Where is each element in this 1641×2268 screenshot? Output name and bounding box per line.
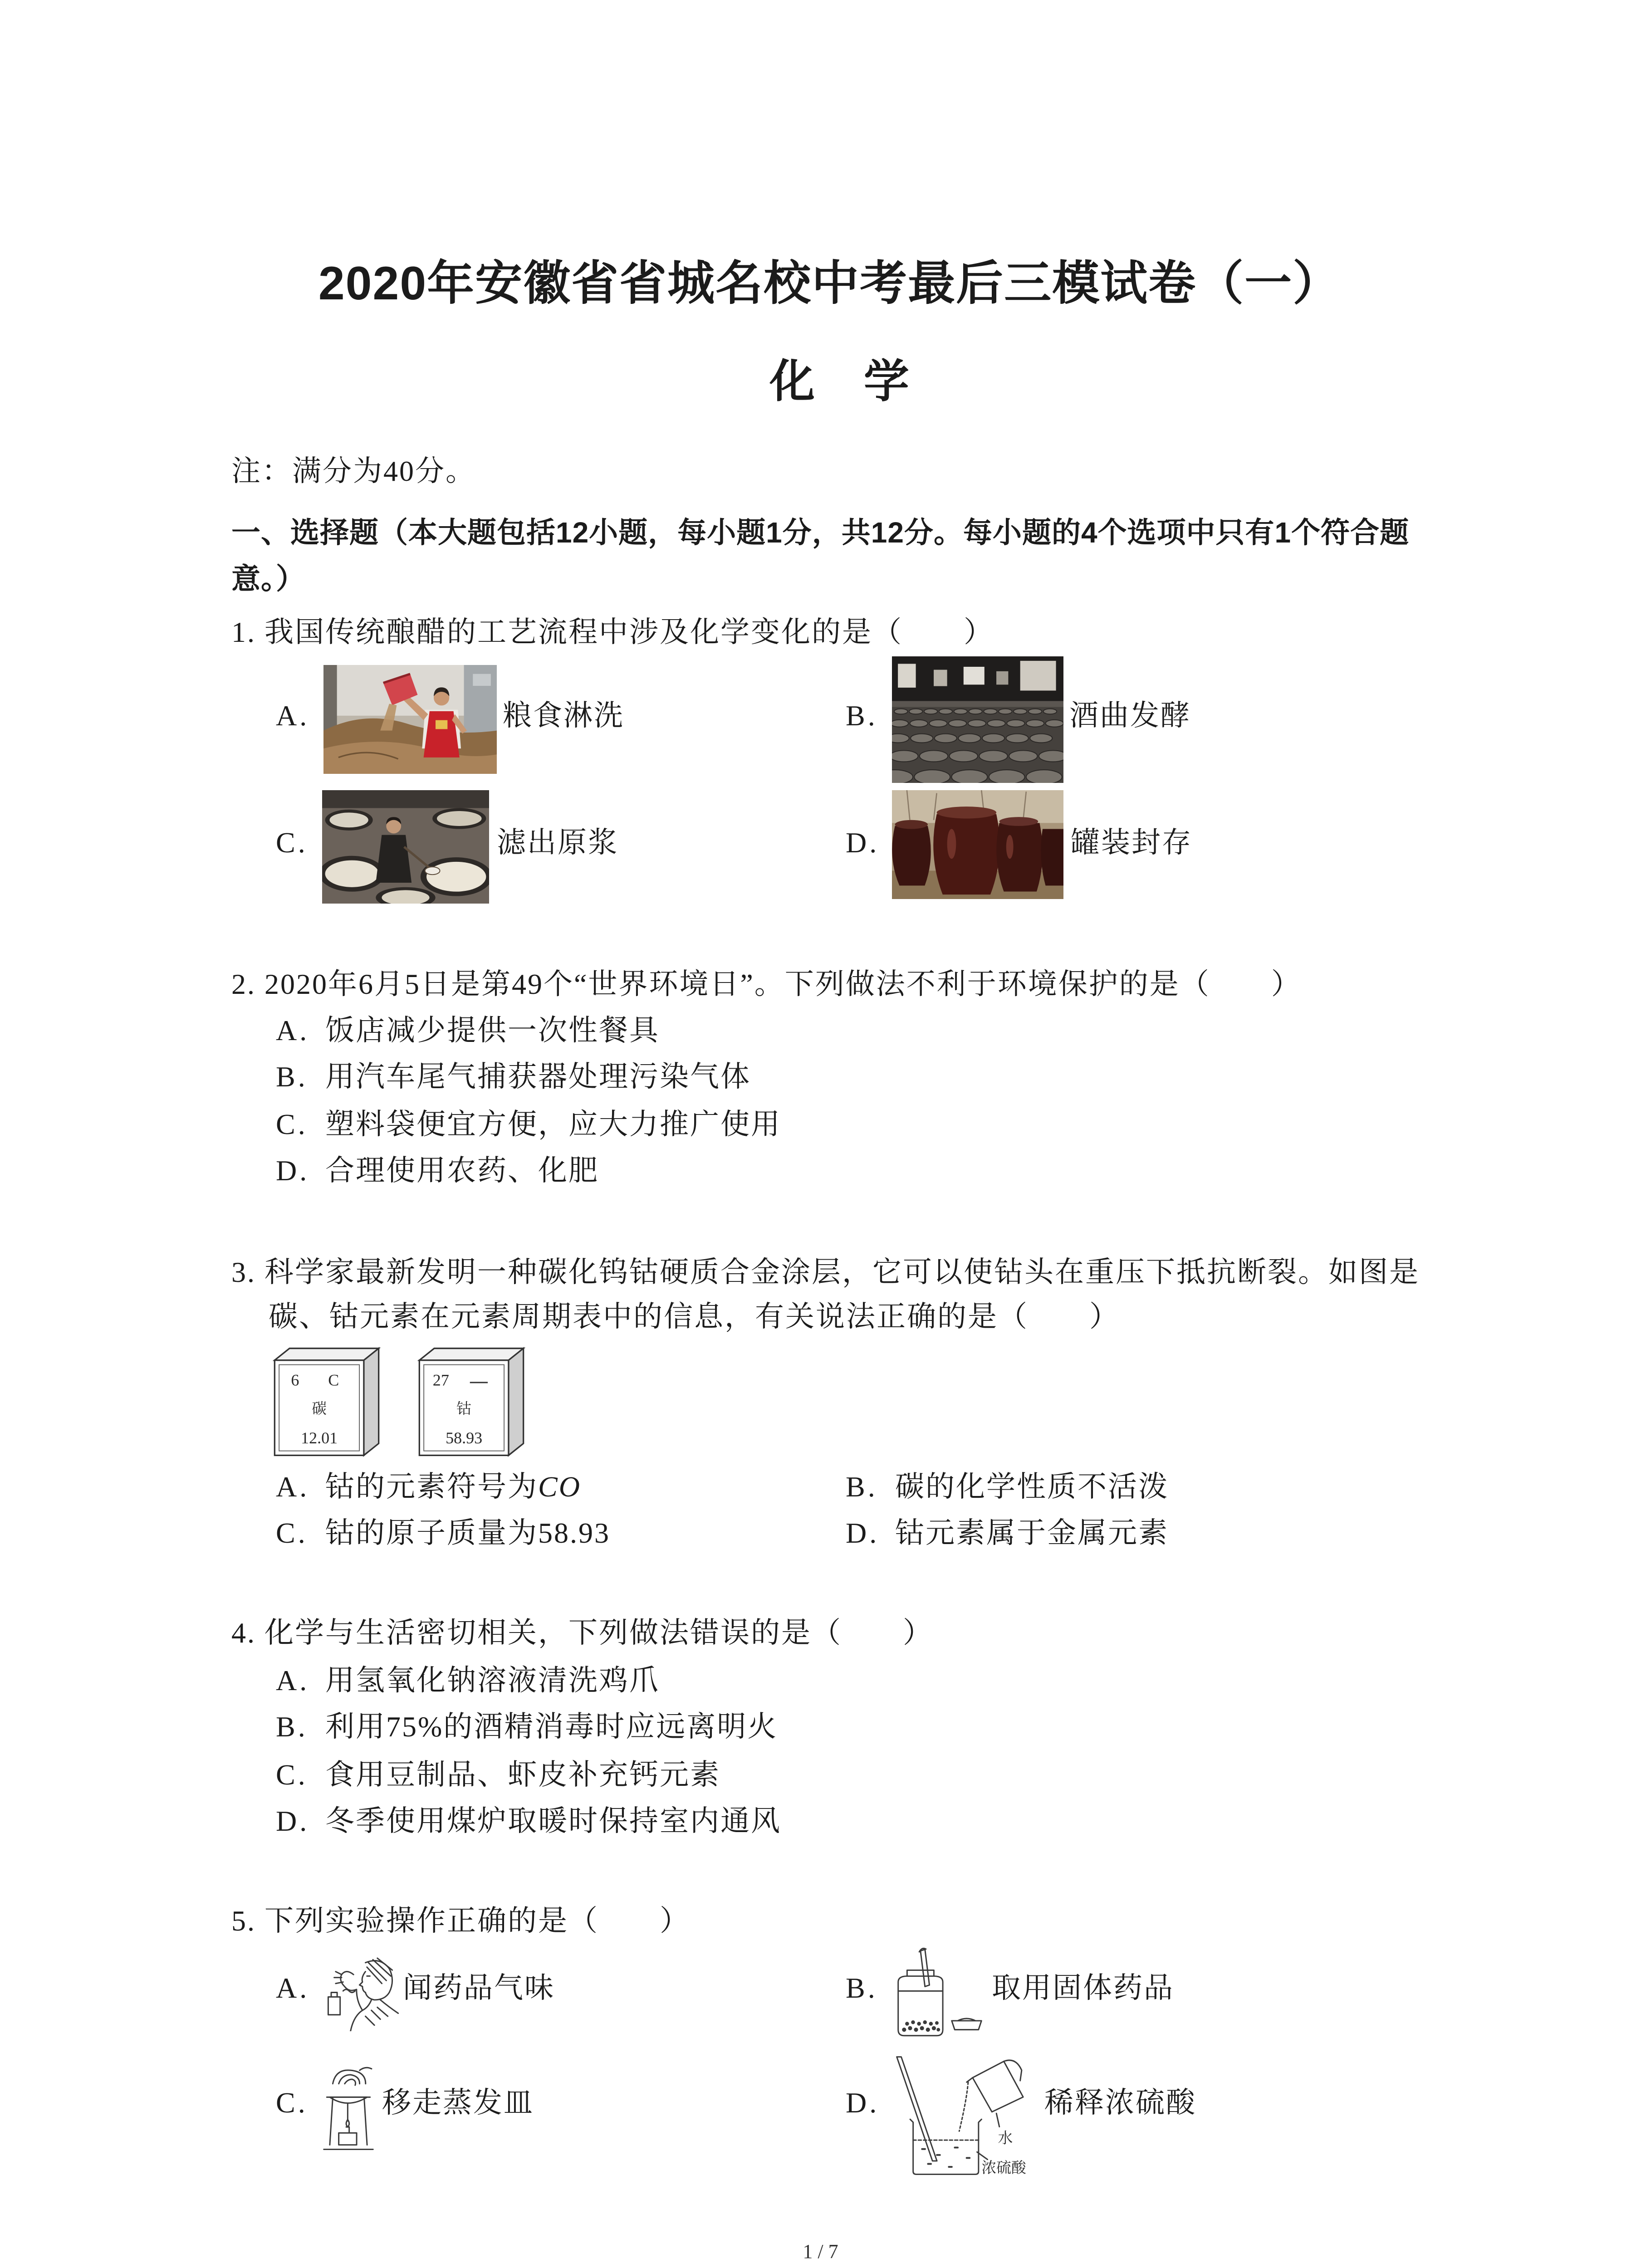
atomic-mass: 58.93 xyxy=(446,1429,483,1447)
q4-option-c-label: C. xyxy=(276,1759,308,1791)
q1-option-b-label: B. xyxy=(846,699,878,732)
q3-option-c-label: C. xyxy=(276,1517,308,1549)
q2-option-c-text: 塑料袋便宜方便，应大力推广使用 xyxy=(325,1108,781,1140)
q2-option-b-text: 用汽车尾气捕获器处理污染气体 xyxy=(325,1061,751,1093)
concentrated-acid-label: 浓硫酸 xyxy=(981,2160,1026,2177)
waving-hand xyxy=(334,1972,357,1993)
stopper xyxy=(952,2019,982,2030)
cobalt-element-card xyxy=(415,1345,528,1458)
q5-option-a-label: A. xyxy=(276,1972,310,2004)
score-note: 注：满分为40分。 xyxy=(231,455,476,487)
q1-stem: 1. 我国传统酿醋的工艺流程中涉及化学变化的是（ ） xyxy=(231,616,994,648)
fermentation-vats-photo xyxy=(892,656,1063,783)
carbon-element-card xyxy=(271,1345,382,1458)
q1-option-a-text: 粮食淋洗 xyxy=(503,699,624,732)
grain-washing-photo xyxy=(323,665,497,774)
q3-option-a-text xyxy=(325,1471,581,1502)
q4-option-a-text: 用氢氧化钠溶液清洗鸡爪 xyxy=(325,1664,660,1696)
section-heading-line2: 意。） xyxy=(231,562,305,595)
wide-mouth-bottle xyxy=(898,1970,943,2035)
atomic-number: 6 xyxy=(291,1371,299,1389)
q3-option-b-text: 碳的化学性质不活泼 xyxy=(895,1471,1169,1503)
spatula xyxy=(919,1948,930,1986)
q2-option-a-text: 饭店减少提供一次性餐具 xyxy=(325,1014,660,1046)
evaporating-dish xyxy=(330,2097,367,2103)
q3-option-a-words: 钴的元素符号为 xyxy=(325,1471,538,1503)
sealed-jars-photo xyxy=(892,790,1063,899)
q3-option-d-label: D. xyxy=(846,1517,880,1549)
q1-option-c-label: C. xyxy=(276,826,308,859)
q1-option-c-text: 滤出原浆 xyxy=(497,826,618,859)
q1-option-d-label: D. xyxy=(846,826,880,859)
q2-option-a-label: A. xyxy=(276,1014,310,1046)
q4-option-d-text: 冬季使用煤炉取暖时保持室内通风 xyxy=(325,1805,781,1837)
reagent-bottle xyxy=(328,1993,340,2015)
q3-option-d-text: 钴元素属于金属元素 xyxy=(895,1517,1169,1549)
evaporating-dish-drawing xyxy=(321,2064,376,2152)
q4-stem: 4. 化学与生活密切相关，下列做法错误的是（ ） xyxy=(231,1617,933,1649)
atomic-number: 27 xyxy=(432,1371,449,1389)
q4-option-b-text: 利用75%的酒精消毒时应远离明火 xyxy=(325,1711,778,1743)
element-name: 钴 xyxy=(456,1401,471,1418)
glass-rod xyxy=(897,2057,937,2161)
acid-dilution-drawing xyxy=(892,2054,1040,2177)
q5-option-b-text: 取用固体药品 xyxy=(992,1972,1174,2004)
q4-option-c-text: 食用豆制品、虾皮补充钙元素 xyxy=(325,1759,720,1791)
q4-option-b-label: B. xyxy=(276,1711,308,1743)
element-symbol: C xyxy=(328,1371,339,1389)
page-number: 1 / 7 xyxy=(803,2240,838,2263)
q5-option-d-label: D. xyxy=(846,2087,880,2119)
q4-option-a-label: A. xyxy=(276,1664,310,1696)
solid-reagent-drawing xyxy=(892,1946,988,2037)
subject-title: 化 学 xyxy=(769,356,909,407)
q5-option-d-text: 稀释浓硫酸 xyxy=(1044,2087,1196,2119)
q3-option-c-text: 钴的原子质量为58.93 xyxy=(325,1517,610,1549)
q5-option-a-text: 闻药品气味 xyxy=(403,1972,555,2004)
measuring-cup xyxy=(959,2060,1023,2131)
q2-option-d-text: 合理使用农药、化肥 xyxy=(325,1154,599,1187)
element-name: 碳 xyxy=(312,1401,327,1418)
q2-option-d-label: D. xyxy=(276,1154,310,1187)
q4-option-d-label: D. xyxy=(276,1805,310,1837)
q3-option-b-label: B. xyxy=(846,1471,878,1503)
q1-option-b-text: 酒曲发酵 xyxy=(1069,699,1191,732)
q5-option-b-label: B. xyxy=(846,1972,878,2004)
q3-stem-line1: 3. 科学家最新发明一种碳化钨钴硬质合金涂层，它可以使钻头在重压下抵抗断裂。如图是 xyxy=(231,1256,1420,1288)
q3-stem-line2: 碳、钴元素在元素周期表中的信息，有关说法正确的是（ ） xyxy=(269,1300,1120,1333)
q5-option-c-label: C. xyxy=(276,2087,308,2119)
section-heading-line1: 一、选择题（本大题包括12小题，每小题1分，共12分。每小题的4个选项中只有1个符合题 xyxy=(231,516,1410,549)
person-body xyxy=(351,1989,398,2031)
q2-option-c-label: C. xyxy=(276,1108,308,1140)
filtering-vinegar-photo xyxy=(322,790,489,904)
person-head xyxy=(359,1958,392,2000)
hand xyxy=(333,2068,371,2085)
q5-stem: 5. 下列实验操作正确的是（ ） xyxy=(231,1905,690,1937)
q3-option-a-formula: CO xyxy=(538,1471,581,1503)
exam-title: 2020年安徽省省城名校中考最后三模试卷（一） xyxy=(318,257,1341,310)
solid-granules xyxy=(902,2020,940,2032)
q5-option-c-text: 移走蒸发皿 xyxy=(382,2087,534,2119)
q2-option-b-label: B. xyxy=(276,1061,308,1093)
q2-stem: 2. 2020年6月5日是第49个“世界环境日”。下列做法不利于环境保护的是（ ） xyxy=(231,968,1302,1000)
q1-option-a-label: A. xyxy=(276,699,310,732)
q3-option-a-label: A. xyxy=(276,1471,310,1503)
smelling-drawing xyxy=(321,1954,400,2031)
water-label: 水 xyxy=(998,2130,1013,2147)
atomic-mass: 12.01 xyxy=(301,1429,338,1447)
q1-option-d-text: 罐装封存 xyxy=(1071,826,1192,859)
